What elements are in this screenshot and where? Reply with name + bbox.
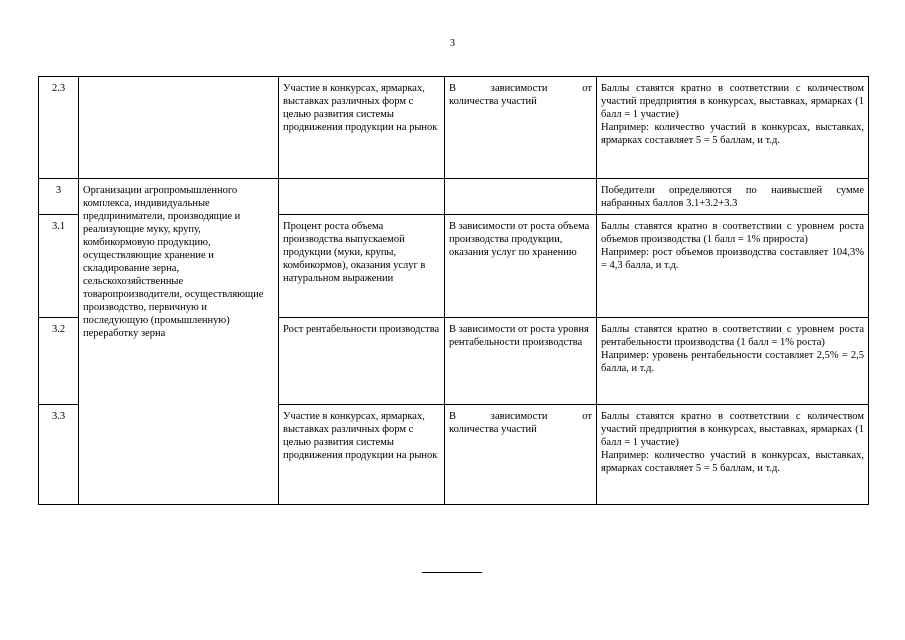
page-number: 3 [450,38,455,49]
row-number: 3.3 [39,405,79,505]
footer-divider [422,572,482,573]
method-cell: Победители определяются по наивысшей сумме набранных баллов 3.1+3.2+3.3 [597,179,869,215]
method-example: Например: уровень рентабельности составляет 2,5% = 2,5 балла, и т.д. [601,350,864,374]
measure-cell [445,405,597,505]
measure-word: зависимости [490,411,548,422]
participants-cell [79,77,279,179]
method-cell [597,405,869,505]
method-example: Например: рост объемов производства составляет 104,3% = 4,3 балла, и т.д. [601,247,864,271]
method-paragraph: Баллы ставятся кратно в соответствии с уровнем роста объемов производства (1 балл = 1% прироста) [601,221,864,245]
table-row [39,179,869,215]
method-paragraph: Баллы ставятся кратно в соответствии с количеством участий предприятия в конкурсах, выставках, ярмарках (1 балл = 1 участие) [601,411,864,448]
measure-word: от [582,411,592,422]
criterion-cell: Участие в конкурсах, ярмарках, выставках различных форм с целью развития системы продвижения продукции на рынок [279,405,445,505]
measure-cell [445,179,597,215]
row-number: 3.2 [39,318,79,405]
method-example: Например: количество участий в конкурсах, выставках, ярмарках составляет 5 = 5 баллам, и т.д. [601,450,864,474]
method-cell [597,215,869,318]
measure-cell: В зависимости от роста уровня рентабельности производства [445,318,597,405]
method-paragraph: Баллы ставятся кратно в соответствии с количеством участий предприятия в конкурсах, выставках, ярмарках (1 балл = 1 участие) [601,83,864,120]
criterion-cell: Рост рентабельности производства [279,318,445,405]
measure-word: В [449,83,457,94]
method-example: Например: количество участий в конкурсах, выставках, ярмарках составляет 5 = 5 баллам, и т.д. [601,122,864,146]
method-cell [597,77,869,179]
measure-word: зависимости [490,83,548,94]
measure-cell [445,77,597,179]
table-row [39,77,869,179]
row-number: 3.1 [39,215,79,318]
row-number: 3 [39,179,79,215]
measure-word: В [449,411,457,422]
measure-word: от [582,83,592,94]
participants-cell: Организации агропромышленного комплекса, индивидуальные предприниматели, производящие и реализующие муку, крупу, комбикормовую продукцию, осуществляющие хранение и складирование зерна, сельскохозяйственные товаропроизводители, осуществляющие производство, первичную и последующую (промышленную) переработку зерна [79,179,279,505]
method-paragraph: Баллы ставятся кратно в соответствии с уровнем роста рентабельности производства (1 балл = 1% роста) [601,324,864,348]
criterion-cell: Участие в конкурсах, ярмарках, выставках различных форм с целью развития системы продвижения продукции на рынок [279,77,445,179]
criterion-cell: Процент роста объема производства выпускаемой продукции (муки, крупы, комбикормов), оказания услуг в натуральном выражении [279,215,445,318]
measure-text: количества участий [449,96,537,107]
criteria-table [38,76,869,505]
method-cell [597,318,869,405]
measure-cell: В зависимости от роста объема производства продукции, оказания услуг по хранению [445,215,597,318]
measure-text: количества участий [449,424,537,435]
criterion-cell [279,179,445,215]
row-number: 2.3 [39,77,79,179]
